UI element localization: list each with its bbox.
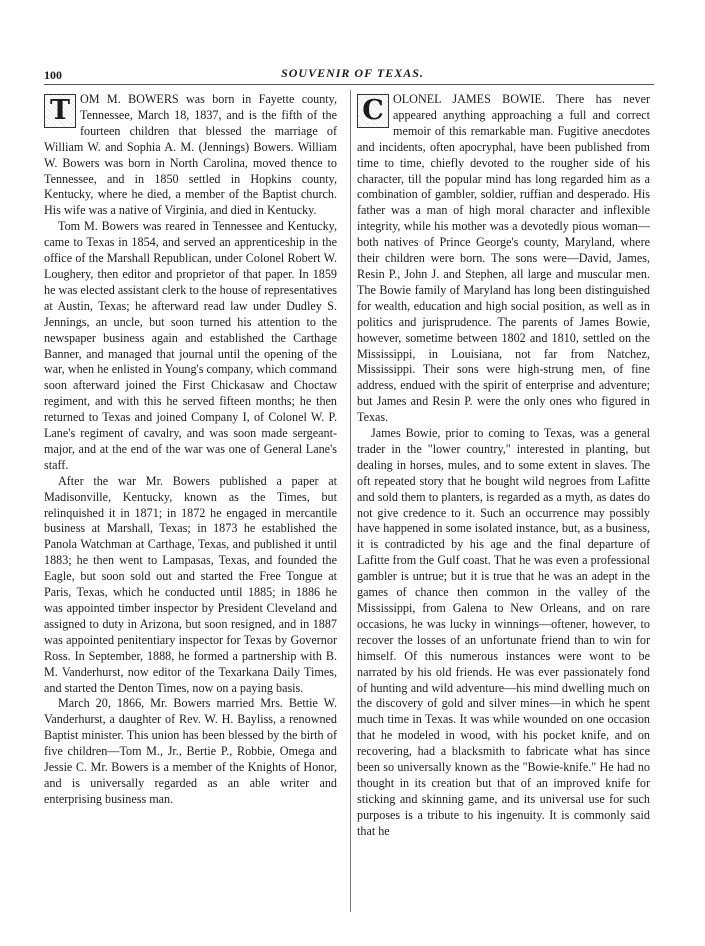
bowers-paragraph-4: March 20, 1866, Mr. Bowers married Mrs. Bettie W. Vanderhurst, a daughter of Rev. W. H. Bayliss, a renowned Baptist minister. This union has been blessed by the birth of five children—Tom M., Jr., Bertie P., Robbie, Omega and Jessie C. Mr. Bowers is a member of the Knights of Honor, and is universally regarded as an able writer and enterprising business man. [44,696,337,806]
bowers-paragraph-1-text: was born in Fayette county, Tennessee, March 18, 1837, and is the fifth of the fourteen children that blessed the marriage of William W. and Sophia A. M. (Jennings) Bowers. William W. Bowers was born in North Carolina, moved thence to Tennessee, and in 1850 settled in Hopkins county, Kentucky, where he died, a member of the Baptist church. His wife was a native of Virginia, and died in Kentucky. [44,92,337,218]
bowie-paragraph-1 [357,92,650,426]
dropcap-c: C [357,94,389,128]
bowie-name-heading: OLONEL JAMES BOWIE. [393,92,545,106]
header-rule [44,84,654,85]
running-title: SOUVENIR OF TEXAS. [281,66,424,80]
bowers-paragraph-1 [44,92,337,219]
right-column [357,92,650,912]
bowers-paragraph-3: After the war Mr. Bowers published a paper at Madisonville, Kentucky, known as the Times, but relinquished it in 1871; in 1872 he engaged in mercantile business at Marshall, Texas; in 1873 he established the Panola Watchman at Carthage, Texas, and published it until 1883; he then went to Lampasas, Texas, and founded the Eagle, but soon sold out and started the Free Tongue at Paris, Texas, which he conducted until 1885; in 1886 he was appointed timber inspector by President Cleveland and assigned to duty in Arizona, but soon resigned, and in 1887 was appointed penitentiary inspector for Texas by Governor Ross. In September, 1888, he formed a partnership with B. M. Vanderhurst, now editor of the Texarkana Daily Times, and started the Denton Times, now on a paying basis. [44,473,337,695]
bowers-name-heading: OM M. BOWERS [80,92,179,106]
column-divider [350,90,351,912]
page-number: 100 [44,68,62,82]
bowie-paragraph-2: James Bowie, prior to coming to Texas, was a general trader in the "lower country," interested in planting, but dealing in horses, mules, and to some extent in slaves. The oft repeated story that he bought wild negroes from Lafitte and sold them to planters, is regarded as a myth, as dates do not give credence to it. Such an occurrence may possibly have happened in some isolated instance, but, as a business, it is contradicted by his age and the final departure of Lafitte from the Gulf coast. That he was even a professional gambler is untrue; but it is true that he was an adept in the games of chance then common in the valley of the Mississippi, from Galena to New Orleans, and on rare occasions, he was lucky in winnings—oftener, however, to recover the losses of an unfortunate friend than to win for himself. Of this numerous instances were wont to be narrated by his old friends. He was ever passionately fond of hunting and wild adventure—his mind dwelling much on the discovery of gold and silver mines—in which he spent much time in Texas. It was while wounded on one occasion that he modeled in wood, with his pocket knife, and on recovering, had a blacksmith to fabricate what has since been so universally known as the "Bowie-knife." He had no thought in its creation but that of an improved knife for sticking and skinning game, and its universal use for such purposes is a tribute to his ingenuity. It is commonly said that he [357,426,650,838]
bowie-paragraph-1-text: There has never appeared anything approaching a full and correct memoir of this remarkable man. Fugitive anecdotes and incidents, often apocryphal, have been published from time to time, chiefly devoted to the rougher side of his character, till the popular mind has long regarded him as a combination of gambler, soldier, ruffian and desperado. His father was a man of high moral character and inflexible integrity, while his mother was a devotedly pious woman—both natives of Prince George's county, Maryland, where their children were born. The sons were—David, James, Resin P., John J. and Stephen, all large and muscular men. The Bowie family of Maryland has long been distinguished for wealth, education and high social position, as well as in politics and jurisprudence. The parents of James Bowie, however, sometime between 1802 and 1810, settled on the Mississippi, in Louisiana, not far from Natchez, Mississippi. Their sons were high-strung men, of fine address, endued with the spirit of enterprise and adventure; but James and Resin P. were the only ones who figured in Texas. [357,92,650,425]
bowers-paragraph-2: Tom M. Bowers was reared in Tennessee and Kentucky, came to Texas in 1854, and served an apprenticeship in the office of the Marshall Republican, under Colonel Robert W. Loughery, then editor and proprietor of that paper. In 1859 he was elected assistant clerk to the house of representatives at Austin, Texas; he afterward read law under Dudley S. Jennings, an uncle, but soon turned his attention to the newspaper business again and established the Carthage Banner, and managed that journal until the opening of the war, when he enlisted in Young's company, which command soon afterward joined the First Chickasaw and Choctaw regiment, and with this he served fifteen months; he then returned to Texas and joined Company I, of Colonel W. P. Lane's regiment of cavalry, and was soon made sergeant-major, and at the end of the war was one of General Lane's staff. [44,219,337,472]
dropcap-t: T [44,94,76,128]
left-column [44,92,337,912]
